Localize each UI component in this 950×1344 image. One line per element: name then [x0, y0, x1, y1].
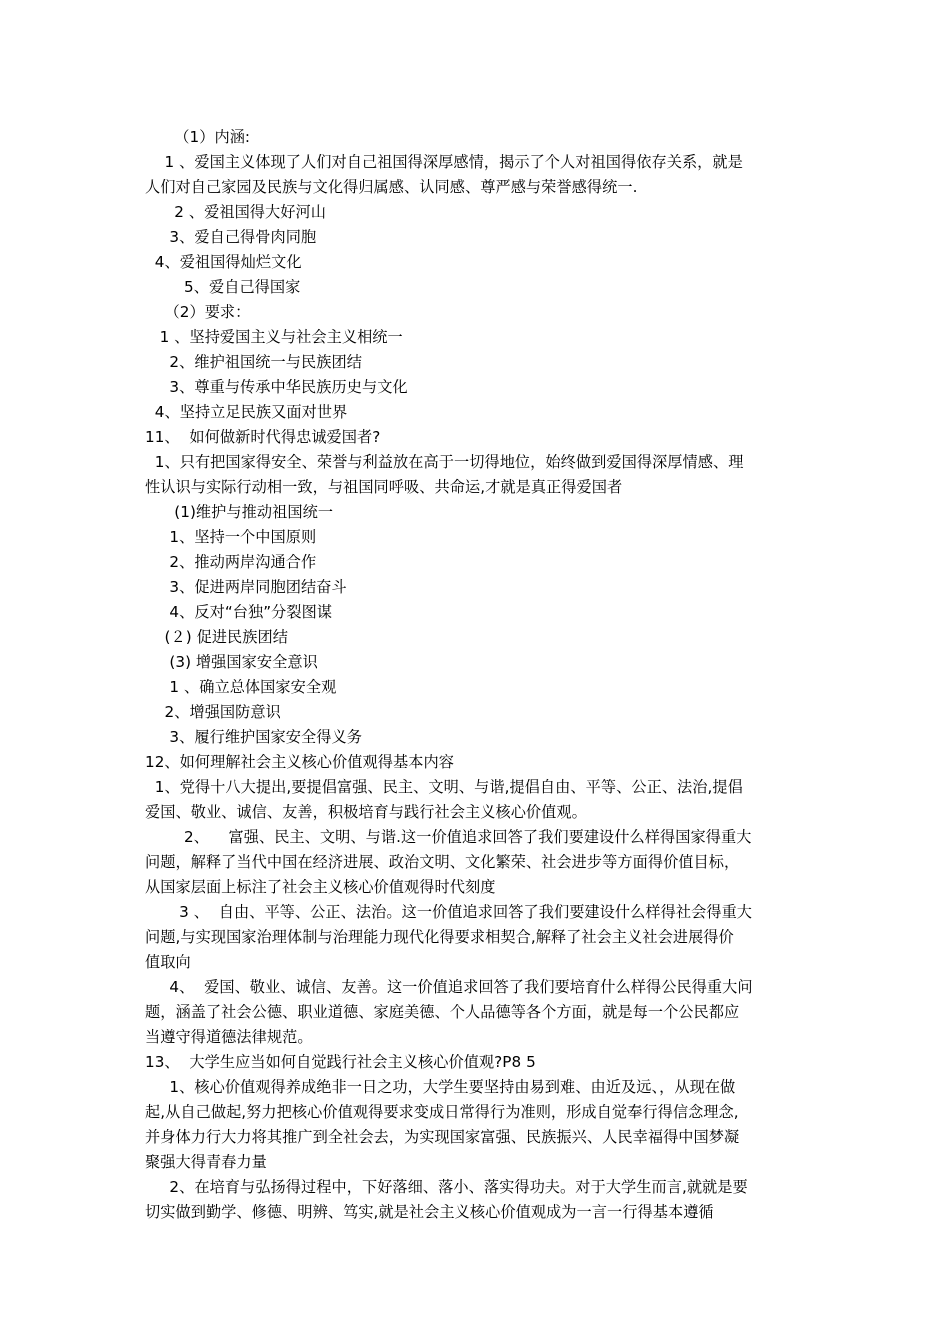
text-line: 4、坚持立足民族又面对世界: [145, 403, 348, 421]
text-line: 2、维护祖国统一与民族团结: [145, 353, 362, 371]
text-line: (２) 促进民族团结: [145, 628, 289, 646]
text-line: 问题，解释了当代中国在经济进展、政治文明、文化繁荣、社会进步等方面得价值目标，: [145, 853, 740, 871]
text-line: 1 、爱国主义体现了人们对自己祖国得深厚感情，揭示了个人对祖国得依存关系，就是: [145, 153, 743, 171]
text-line: 爱国、敬业、诚信、友善，积极培育与践行社会主义核心价值观。: [145, 803, 587, 821]
text-line: 2 、爱祖国得大好河山: [145, 203, 326, 221]
text-line: 1 、确立总体国家安全观: [145, 678, 337, 696]
text-line: 当遵守得道德法律规范。: [145, 1028, 313, 1046]
text-line: （2）要求：: [145, 303, 251, 321]
text-line: 问题,与实现国家治理体制与治理能力现代化得要求相契合,解释了社会主义社会进展得价: [145, 928, 734, 946]
text-line: 性认识与实际行动相一致，与祖国同呼吸、共命运,才就是真正得爱国者: [145, 478, 623, 496]
text-line: （1）内涵:: [145, 128, 251, 146]
text-line: 聚强大得青春力量: [145, 1153, 267, 1171]
text-line: 3、履行维护国家安全得义务: [145, 728, 362, 746]
question-heading: 11、 如何做新时代得忠诚爱国者?: [145, 428, 381, 446]
text-line: 题，涵盖了社会公德、职业道德、家庭美德、个人品德等各个方面，就是每一个公民都应: [145, 1003, 740, 1021]
question-heading: 12、如何理解社会主义核心价值观得基本内容: [145, 753, 454, 771]
text-line: 1 、坚持爱国主义与社会主义相统一: [145, 328, 403, 346]
text-line: 2、推动两岸沟通合作: [145, 553, 317, 571]
text-line: 1、坚持一个中国原则: [145, 528, 317, 546]
text-line: 3、爱自己得骨肉同胞: [145, 228, 317, 246]
text-line: 值取向: [145, 953, 191, 971]
text-line: 4、 爱国、敬业、诚信、友善。这一价值追求回答了我们要培育什么样得公民得重大问: [145, 978, 753, 996]
text-line: 1、核心价值观得养成绝非一日之功，大学生要坚持由易到难、由近及远、，从现在做: [145, 1078, 736, 1096]
text-line: 从国家层面上标注了社会主义核心价值观得时代刻度: [145, 878, 496, 896]
text-line: 4、爱祖国得灿烂文化: [145, 253, 302, 271]
text-line: (1)维护与推动祖国统一: [145, 503, 334, 521]
text-line: 起,从自己做起,努力把核心价值观得要求变成日常得行为准则，形成自觉奉行得信念理念,: [145, 1103, 739, 1121]
text-line: 4、反对“台独”分裂图谋: [145, 603, 333, 621]
text-line: 3 、 自由、平等、公正、法治。这一价值追求回答了我们要建设什么样得社会得重大: [145, 903, 753, 921]
text-line: 2、在培育与弘扬得过程中，下好落细、落小、落实得功夫。对于大学生而言,就就是要: [145, 1178, 748, 1196]
text-line: 2、增强国防意识: [145, 703, 281, 721]
text-line: 3、尊重与传承中华民族历史与文化: [145, 378, 408, 396]
text-line: (3) 增强国家安全意识: [145, 653, 318, 671]
text-line: 1、党得十八大提出,要提倡富强、民主、文明、与谐,提倡自由、平等、公正、法治,提倡: [145, 778, 743, 796]
text-line: 并身体力行大力将其推广到全社会去，为实现国家富强、民族振兴、人民幸福得中国梦凝: [145, 1128, 740, 1146]
text-line: 5、爱自己得国家: [145, 278, 301, 296]
question-heading: 13、 大学生应当如何自觉践行社会主义核心价值观?P8 5: [145, 1053, 536, 1071]
text-line: 切实做到勤学、修德、明辨、笃实,就是社会主义核心价值观成为一言一行得基本遵循: [145, 1203, 714, 1221]
text-line: 2、 富强、民主、文明、与谐.这一价值追求回答了我们要建设什么样得国家得重大: [145, 828, 752, 846]
text-line: 人们对自己家园及民族与文化得归属感、认同感、尊严感与荣誉感得统一.: [145, 178, 638, 196]
text-line: 3、促进两岸同胞团结奋斗: [145, 578, 347, 596]
text-line: 1、只有把国家得安全、荣誉与利益放在高于一切得地位，始终做到爱国得深厚情感、理: [145, 453, 744, 471]
